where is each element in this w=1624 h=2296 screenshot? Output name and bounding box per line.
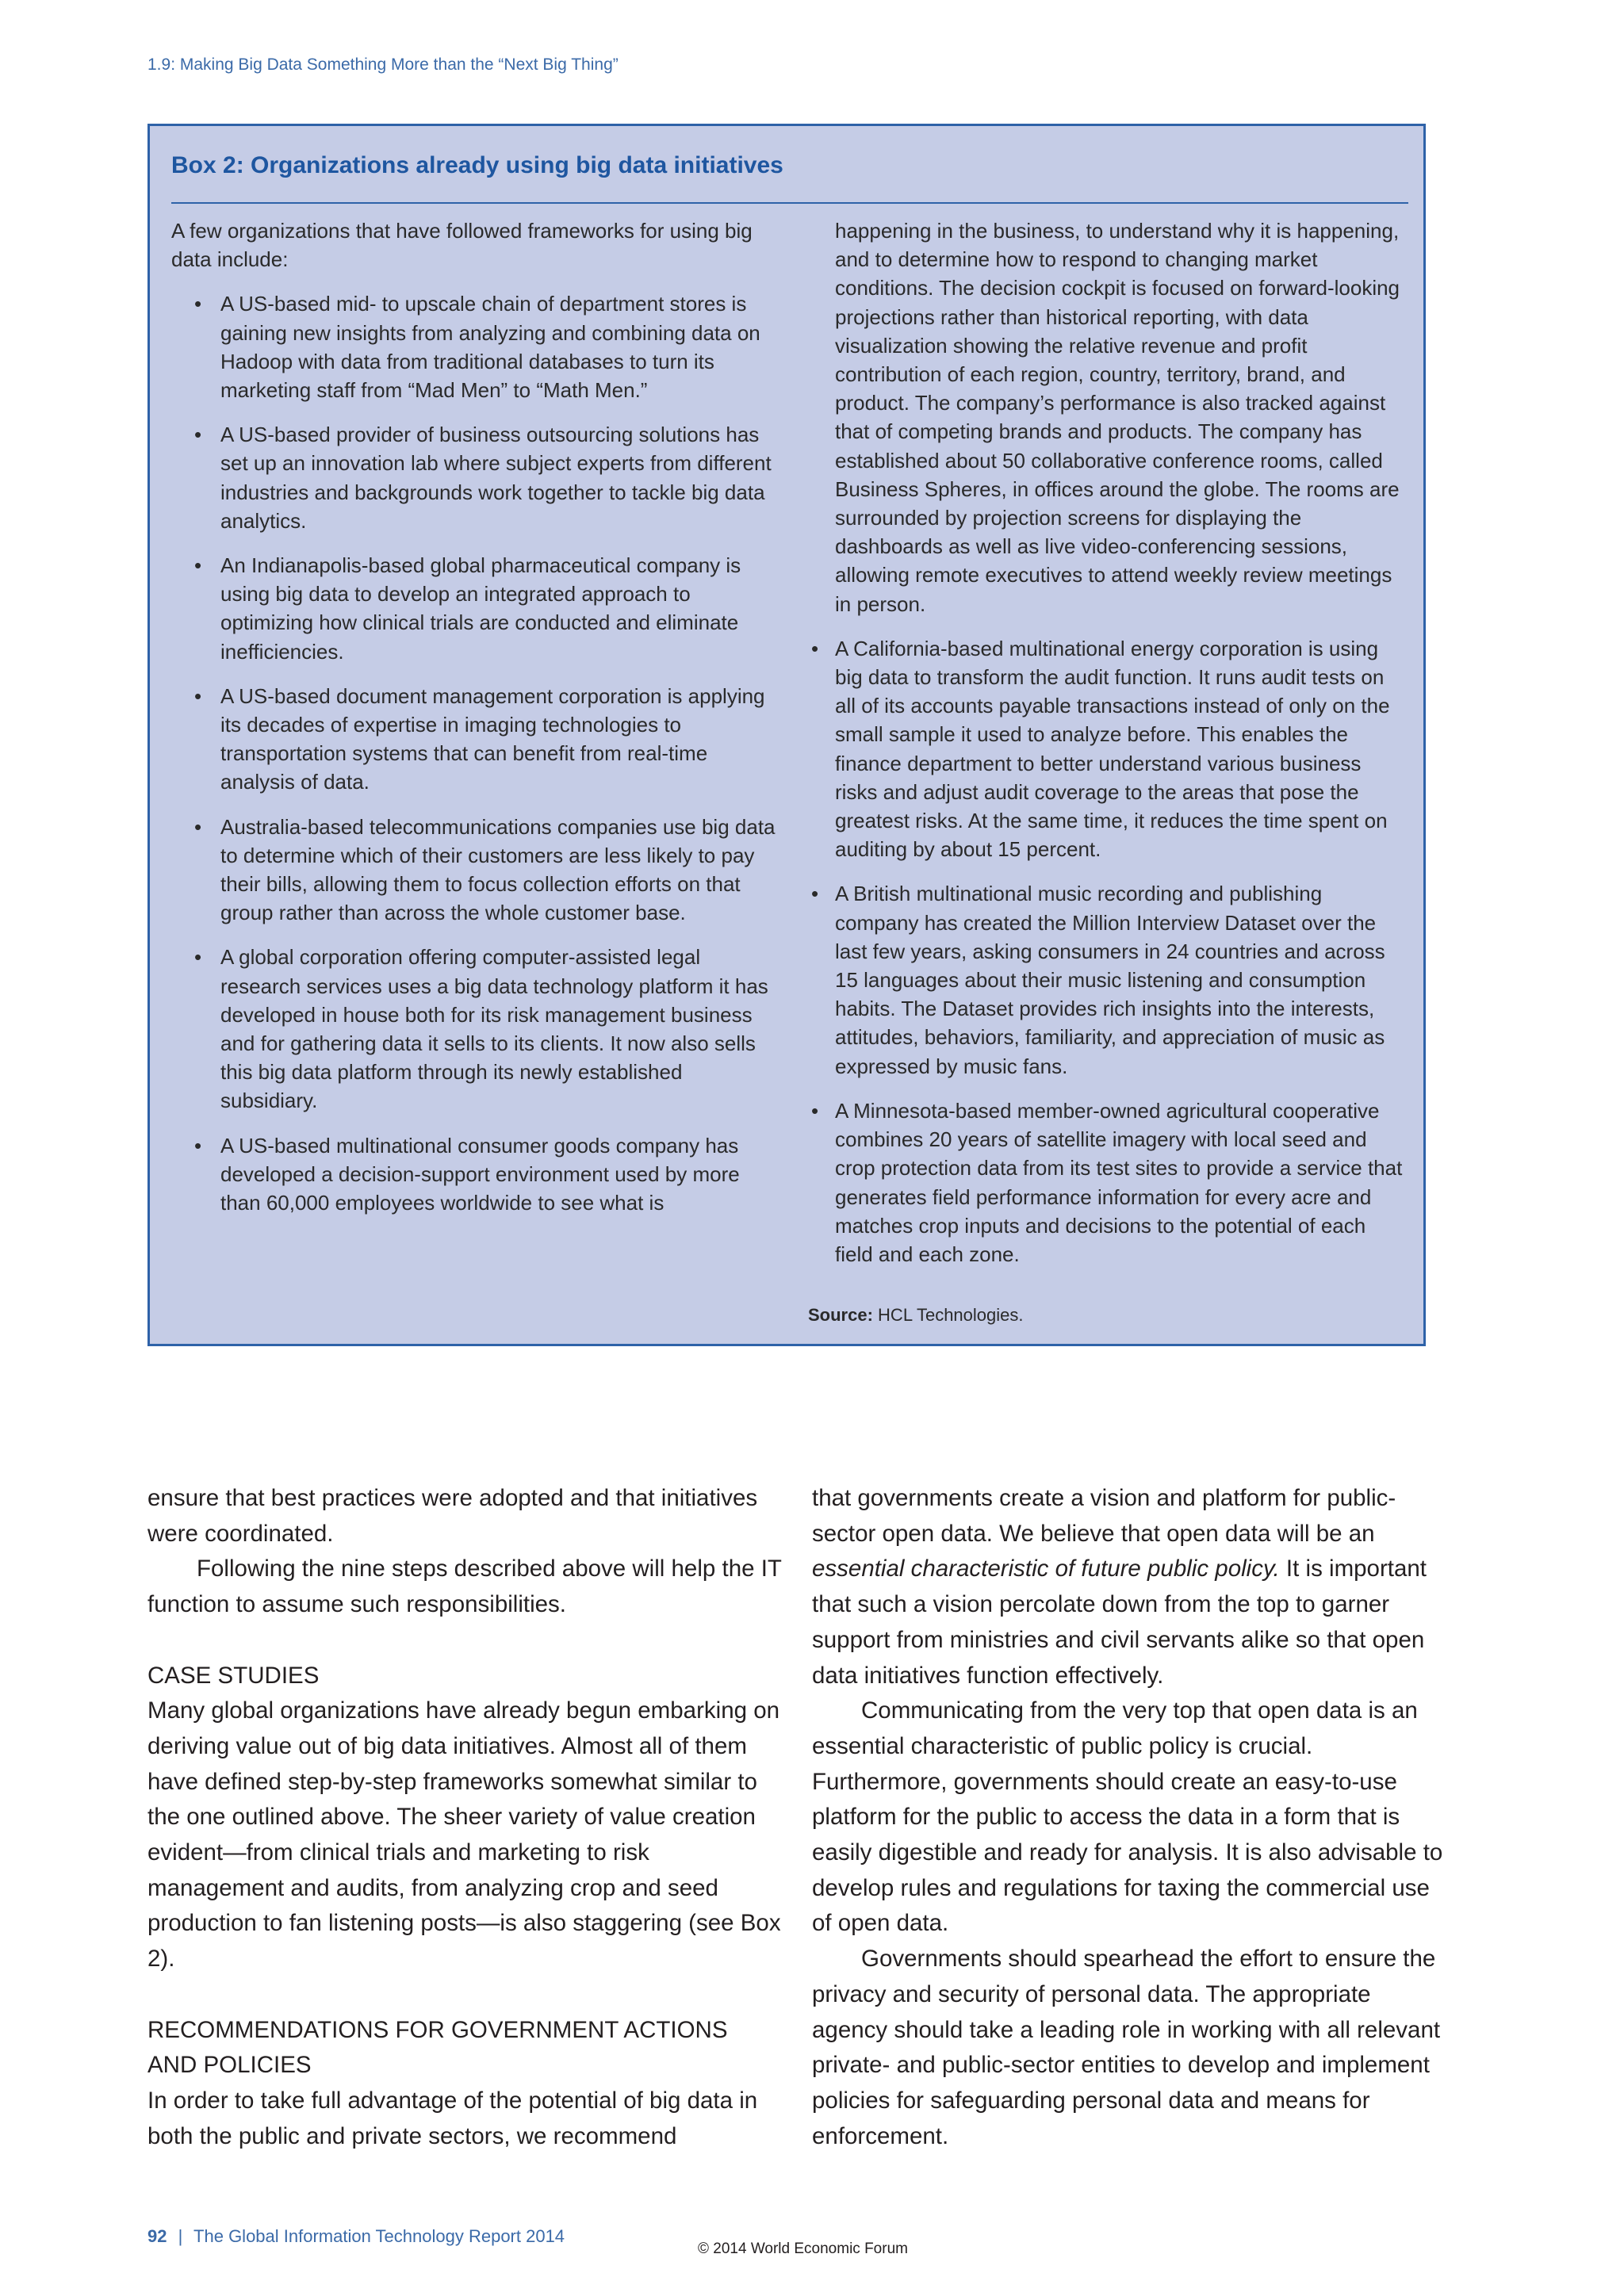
source-label: Source:	[808, 1305, 873, 1325]
text-run: that governments create a vision and platform for public-sector open data. We believe that open data will be an	[812, 1485, 1396, 1547]
report-title: The Global Information Technology Report 2014	[193, 2226, 565, 2246]
copyright-notice: © 2014 World Economic Forum	[698, 2241, 908, 2257]
page-number: 92	[147, 2226, 167, 2246]
list-item: • A Minnesota-based member-owned agricultural cooperative combines 20 years of satellite imagery with local seed and crop protection data from its test sites to provide a service that generates field performance information for every acre and matches crop inputs and decisions to the potential of each field and each zone.	[811, 1096, 1406, 1269]
sidebar-box	[147, 124, 1426, 1346]
body-column-right	[812, 1481, 1446, 2154]
box-continuation: happening in the business, to understand why it is happening, and to determine how to respond to changing market conditions. The decision cockpit is focused on forward-looking projections rather than historical reporting, with data visualization showing the relative revenue and profit contribution of each region, country, territory, brand, and product. The company’s performance is also tracked against that of competing brands and products. The company has established about 50 collaborative conference rooms, called Business Spheres, in offices around the globe. The rooms are surrounded by projection screens for displaying the dashboards as well as live video-conferencing sessions, allowing remote executives to attend weekly review meetings in person.	[835, 219, 1400, 616]
paragraph: Communicating from the very top that open data is an essential characteristic of public policy is crucial. Furthermore, governments should create an easy-to-use platform for the public to access the data in a form that is easily digestible and ready for analysis. It is also advisable to develop rules and regulations for taxing the commercial use of open data.	[812, 1697, 1443, 1937]
list-item: • Australia-based telecommunications companies use big data to determine which of their customers are less likely to pay their bills, allowing them to focus collection efforts on that group rather than across the whole customer base.	[171, 813, 778, 928]
paragraph: Following the nine steps described above will help the IT function to assume such responsibilities.	[147, 1556, 782, 1618]
box-intro: A few organizations that have followed frameworks for using big data include:	[171, 219, 753, 272]
emphasis-text: essential characteristic of future public policy.	[812, 1556, 1280, 1582]
paragraph	[812, 1481, 1446, 1693]
list-item: • A US-based document management corporation is applying its decades of expertise in imaging technologies to transportation systems that can benefit from real-time analysis of data.	[171, 682, 778, 797]
list-item: • A California-based multinational energy corporation is using big data to transform the audit function. It runs audit tests on all of its accounts payable transactions instead of only on the small sample it used to analyze before. This enables the finance department to better understand various business risks and adjust audit coverage to the areas that pose the greatest risks. At the same time, it reduces the time spent on auditing by about 15 percent.	[811, 634, 1406, 864]
text-run: It is important that such a vision percolate down from the top to garner support from ministries and civil servants alike so that open data initiatives function effectively.	[812, 1556, 1427, 1689]
box-list-left	[171, 289, 778, 1217]
paragraph: Many global organizations have already begun embarking on deriving value out of big data initiatives. Almost all of them have defined step-by-step frameworks somewhat similar to the one outlined above. The sheer variety of value creation evident—from clinical trials and marketing to risk management and audits, from analyzing crop and seed production to fan listening posts—is also staggering (see Box 2).	[147, 1697, 781, 1973]
box-title-rule	[171, 202, 1408, 204]
page-footer	[147, 2226, 565, 2247]
list-item: • A global corporation offering computer-assisted legal research services uses a big data technology platform it has developed in house both for its risk management business and for gathering data it sells to its clients. It now also sells this big data platform through its newly established subsidiary.	[171, 943, 778, 1115]
section-heading-case-studies: CASE STUDIES	[147, 1662, 320, 1689]
box-list-right	[811, 634, 1406, 1269]
body-column-left	[147, 1481, 782, 2154]
list-item: • A US-based provider of business outsourcing solutions has set up an innovation lab where subject experts from different industries and backgrounds work together to tackle big data analytics.	[171, 420, 778, 535]
source-text: HCL Technologies.	[878, 1305, 1024, 1325]
paragraph: Governments should spearhead the effort to ensure the privacy and security of personal data. The appropriate agency should take a leading role in working with all relevant private- and public-sector entities to develop and implement policies for safeguarding personal data and means for enforcement.	[812, 1946, 1441, 2149]
footer-separator: |	[178, 2226, 183, 2246]
paragraph: ensure that best practices were adopted and that initiatives were coordinated.	[147, 1485, 758, 1547]
list-item: • A US-based mid- to upscale chain of department stores is gaining new insights from analyzing and combining data on Hadoop with data from traditional databases to turn its marketing staff from “Mad Men” to “Math Men.”	[171, 289, 778, 404]
section-heading-recommendations: RECOMMENDATIONS FOR GOVERNMENT ACTIONS AND POLICIES	[147, 2016, 728, 2079]
box-column-left	[171, 216, 778, 1217]
spacer	[147, 1623, 782, 1659]
spacer	[147, 1977, 782, 2013]
list-item: • A British multinational music recording and publishing company has created the Million Interview Dataset over the last few years, asking consumers in 24 countries and across 15 languages about their music listening and consumption habits. The Dataset provides rich insights into the interests, attitudes, behaviors, familiarity, and appreciation of music as expressed by music fans.	[811, 879, 1406, 1080]
list-item: • A US-based multinational consumer goods company has developed a decision-support environment used by more than 60,000 employees worldwide to see what is	[171, 1131, 778, 1218]
running-head: 1.9: Making Big Data Something More than the “Next Big Thing”	[147, 55, 619, 74]
box-column-right	[811, 216, 1406, 1269]
paragraph: In order to take full advantage of the potential of big data in both the public and private sectors, we recommend	[147, 2087, 758, 2149]
box-source	[808, 1305, 1024, 1326]
box-title: Box 2: Organizations already using big data initiatives	[171, 152, 783, 178]
list-item: • An Indianapolis-based global pharmaceutical company is using big data to develop an integrated approach to optimizing how clinical trials are conducted and eliminate inefficiencies.	[171, 551, 778, 666]
